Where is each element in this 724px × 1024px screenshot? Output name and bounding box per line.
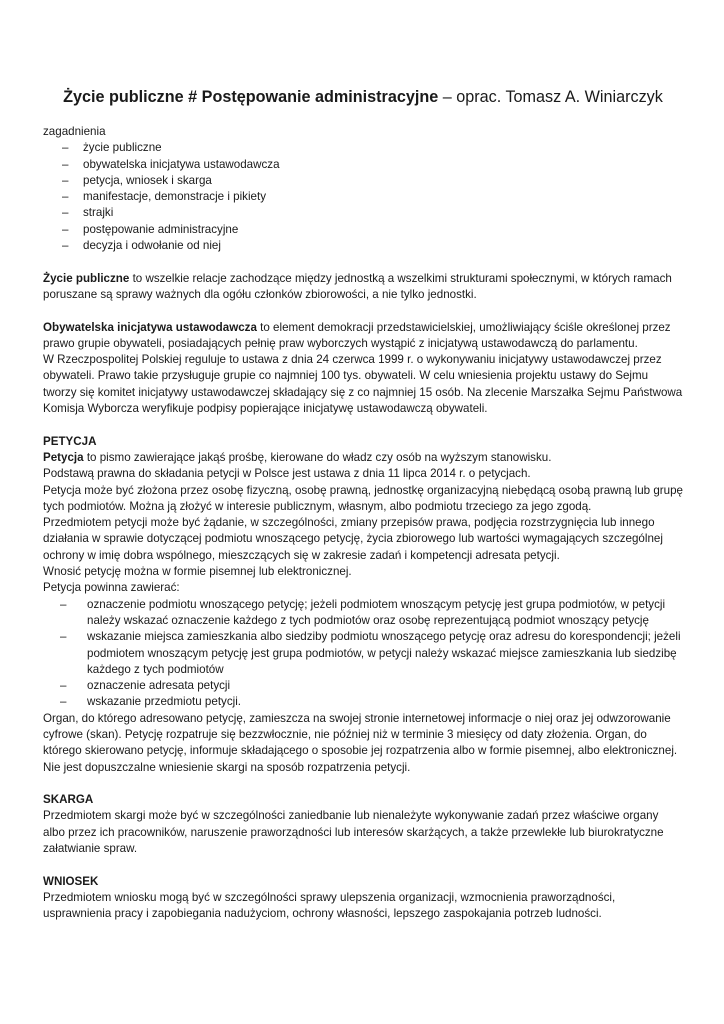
petition-term: Petycja — [43, 450, 84, 464]
motion-heading: WNIOSEK — [43, 874, 99, 888]
petition-requirements-list — [43, 597, 683, 711]
requirement-item: – oznaczenie adresata petycji — [43, 678, 683, 694]
complaint-text: Przedmiotem skargi może być w szczególności zaniedbanie lub nienależyte wykonywanie zadań przez właściwe organy albo przez ich pracowników, naruszenie praworządności lub interesów skarżących, a także przewlekłe lub biurokratyczne załatwianie spraw. — [43, 809, 664, 856]
topics-list — [43, 140, 683, 254]
petition-def-text: to pismo zawierające jakąś prośbę, kierowane do władz czy osób na wyższym stanowisku. — [83, 450, 552, 464]
topic-item: – petycja, wniosek i skarga — [43, 173, 683, 189]
topic-item: – strajki — [43, 205, 683, 221]
petition-organ: Organ, do którego adresowano petycję, zamieszcza na swojej stronie internetowej informacje o niej oraz jej odwzorowanie cyfrowe (skan). Petycję rozpatruje się bezzwłocznie, nie później niż w terminie 3 miesięcy od daty złożenia. Organ, do którego skierowano petycję, informuje składającego o sposobie jej rozpatrzenia albo w formie pisemnej, albo elektronicznej. Nie jest dopuszczalne wniesienie skargi na sposób rozpatrzenia petycji. — [43, 711, 678, 774]
document-title — [43, 86, 683, 108]
title-separator: – — [438, 88, 457, 106]
requirement-item: – wskazanie miejsca zamieszkania albo siedziby podmiotu wnoszącego petycję oraz adresu do korespondencji; jeżeli podmiotem wnoszącym petycję jest grupa podmiotów, w petycji należy wskazać miejsce zamieszkania lub siedzibę każdego z tych podmiotów — [43, 629, 683, 678]
topic-item: – postępowanie administracyjne — [43, 222, 683, 238]
public-life-term: Życie publiczne — [43, 271, 130, 285]
public-life-text: to wszelkie relacje zachodzące między jednostką a wszelkimi strukturami społecznymi, w których ramach poruszane są sprawy ważnych dla ogółu członków zbiorowości, a nie tylko jednostki. — [43, 271, 672, 301]
title-main: Życie publiczne # Postępowanie administracyjne — [63, 88, 439, 106]
topic-item: – manifestacje, demonstracje i pikiety — [43, 189, 683, 205]
petition-heading: PETYCJA — [43, 434, 97, 448]
spacer — [43, 254, 683, 270]
motion-text: Przedmiotem wniosku mogą być w szczególności sprawy ulepszenia organizacji, wzmocnienia praworządności, usprawnienia pracy i zapobiegania nadużyciom, ochrony własności, lepszego zaspokajania potrzeb ludności. — [43, 890, 616, 921]
topic-item: – decyzja i odwołanie od niej — [43, 238, 683, 254]
title-author: oprac. Tomasz A. Winiarczyk — [456, 88, 663, 106]
petition-form: Wnosić petycję można w formie pisemnej lub elektronicznej. — [43, 565, 352, 579]
initiative-paragraph — [43, 320, 683, 353]
complaint-heading: SKARGA — [43, 793, 94, 807]
spacer — [43, 417, 683, 433]
spacer — [43, 776, 683, 792]
requirement-item: – wskazanie przedmiotu petycji. — [43, 694, 683, 710]
petition-subject: Przedmiotem petycji może być żądanie, w szczególności, zmiany przepisów prawa, podjęcia rozstrzygnięcia lub innego działania w sprawie dotyczącej podmiotu wnoszącego petycję, życia zbiorowego lub wartości wymagających szczególnej ochrony w imię dobra wspólnego, mieszczących się w zakresie zadań i kompetencji adresata petycji. — [43, 516, 663, 562]
topic-item: – obywatelska inicjatywa ustawodawcza — [43, 157, 683, 173]
initiative-text: to element demokracji przedstawicielskiej, umożliwiający ściśle określonej przez prawo grupie obywateli, posiadających pełnię praw wyborczych wystąpić z inicjatywą ustawodawczą do parlamentu. — [43, 320, 671, 350]
topics-heading: zagadnienia — [43, 125, 106, 138]
requirement-item: – oznaczenie podmiotu wnoszącego petycję; jeżeli podmiotem wnoszącym petycję jest grupa podmiotów, w petycji należy wskazać oznaczenie każdego z tych podmiotów oraz osobę reprezentującą podmiot wnoszący petycję — [43, 597, 683, 630]
spacer — [43, 303, 683, 319]
initiative-term: Obywatelska inicjatywa ustawodawcza — [43, 320, 257, 334]
document-page — [43, 86, 683, 923]
petition-who: Petycja może być złożona przez osobę fizyczną, osobę prawną, jednostkę organizacyjną niebędącą osobą prawną lub grupę tych podmiotów. Można ją złożyć w interesie publicznym, własnym, albo podmiotu trzeciego za jego zgodą. — [43, 483, 683, 513]
topic-item: – życie publiczne — [43, 140, 683, 156]
petition-definition — [43, 450, 683, 466]
petition-legal-basis: Podstawą prawna do składania petycji w Polsce jest ustawa z dnia 11 lipca 2014 r. o petycjach. — [43, 467, 531, 481]
petition-must-contain: Petycja powinna zawierać: — [43, 581, 180, 595]
spacer — [43, 857, 683, 873]
public-life-paragraph — [43, 271, 683, 304]
initiative-paragraph-2: W Rzeczpospolitej Polskiej reguluje to ustawa z dnia 24 czerwca 1999 r. o wykonywaniu inicjatywy ustawodawczej przez obywateli. Prawo takie przysługuje grupie co najmniej 100 tys. obywateli. W celu wniesienia projektu ustawy do Sejmu tworzy się komitet inicjatywy ustawodawczej składający się z co najmniej 15 osób. Na zlecenie Marszałka Sejmu Państwowa Komisja Wyborcza weryfikuje podpisy popierające inicjatywę ustawodawczą obywateli. — [43, 353, 683, 416]
